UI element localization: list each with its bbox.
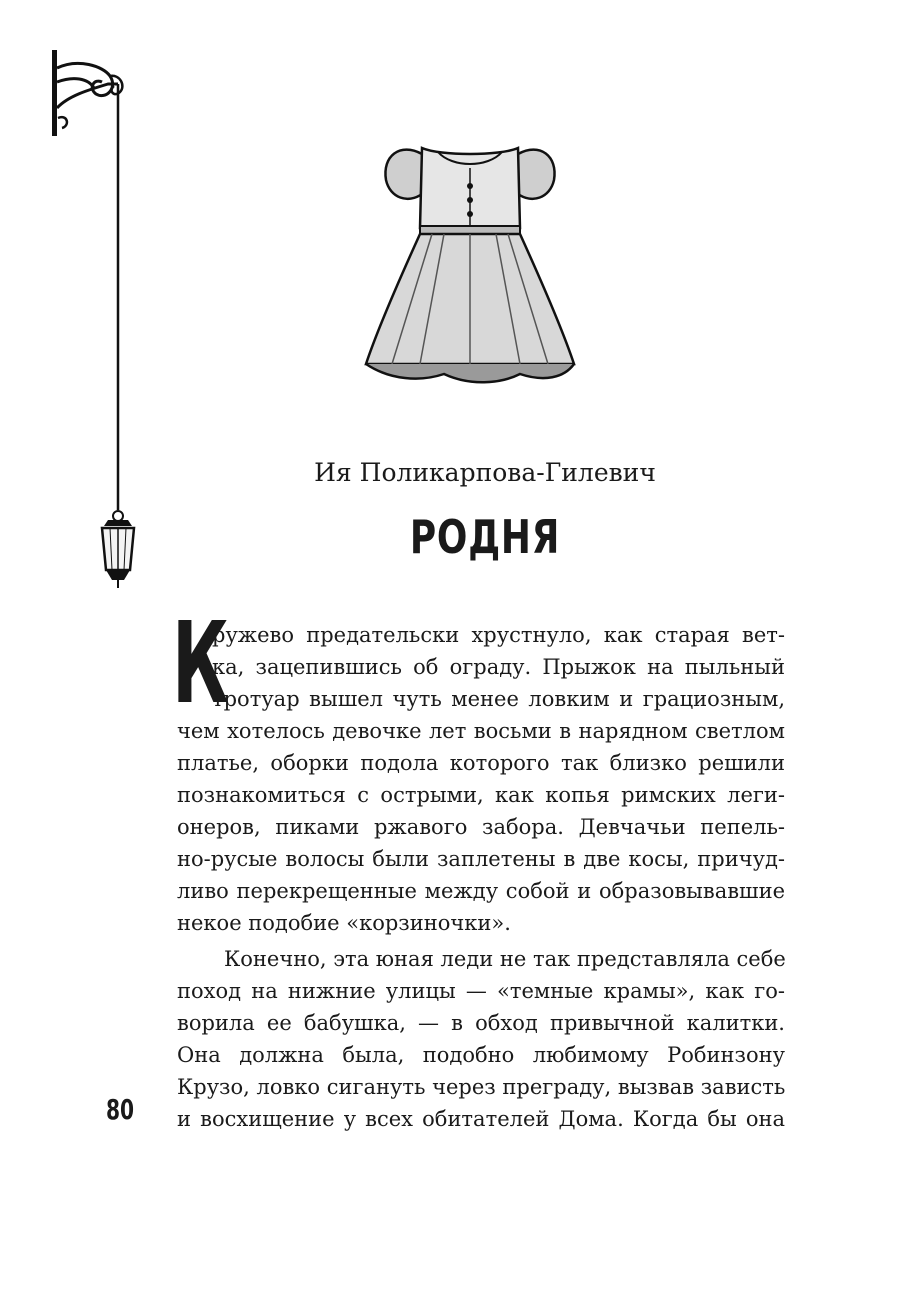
text-line: поход на нижние улицы — «темные крамы», как го- [177,979,785,1003]
text-line: Конечно, эта юная леди не так представляла себе [224,947,786,971]
text-line: Крузо, ловко сигануть через преграду, вызвав зависть [177,1075,786,1099]
text-line: ружево предательски хрустнуло, как старая вет- [212,623,785,647]
text-line: онеров, пиками ржавого забора. Девчачьи пепель- [177,815,785,839]
dress-illustration [360,128,580,400]
text-line: некое подобие «корзиночки». [177,911,511,935]
text-line: тротуар вышел чуть менее ловким и грациозным, [212,687,785,711]
hanging-lantern-illustration [48,48,148,593]
text-line: платье, оборки подола которого так близко решили [177,751,785,775]
text-line: познакомиться с острыми, как копья римских леги- [177,783,785,807]
text-line: ливо перекрещенные между собой и образовывавшие [177,879,785,903]
chapter-title: РОДНЯ [409,510,561,564]
text-line: ворила ее бабушка, — в обход привычной калитки. [177,1011,785,1035]
text-line: ка, зацепившись об ограду. Прыжок на пыльный [212,655,785,679]
text-line: чем хотелось девочке лет восьми в нарядном светлом [177,719,785,743]
text-line: и восхищение у всех обитателей Дома. Когда бы она [177,1107,785,1131]
text-line: но-русые волосы были заплетены в две косы, причуд- [177,847,785,871]
text-line: Она должна была, подобно любимому Робинзону [177,1043,785,1067]
author-name: Ия Поликарпова-Гилевич [314,458,656,487]
page-number: 80 [106,1093,135,1126]
drop-cap-letter: К [172,599,229,729]
